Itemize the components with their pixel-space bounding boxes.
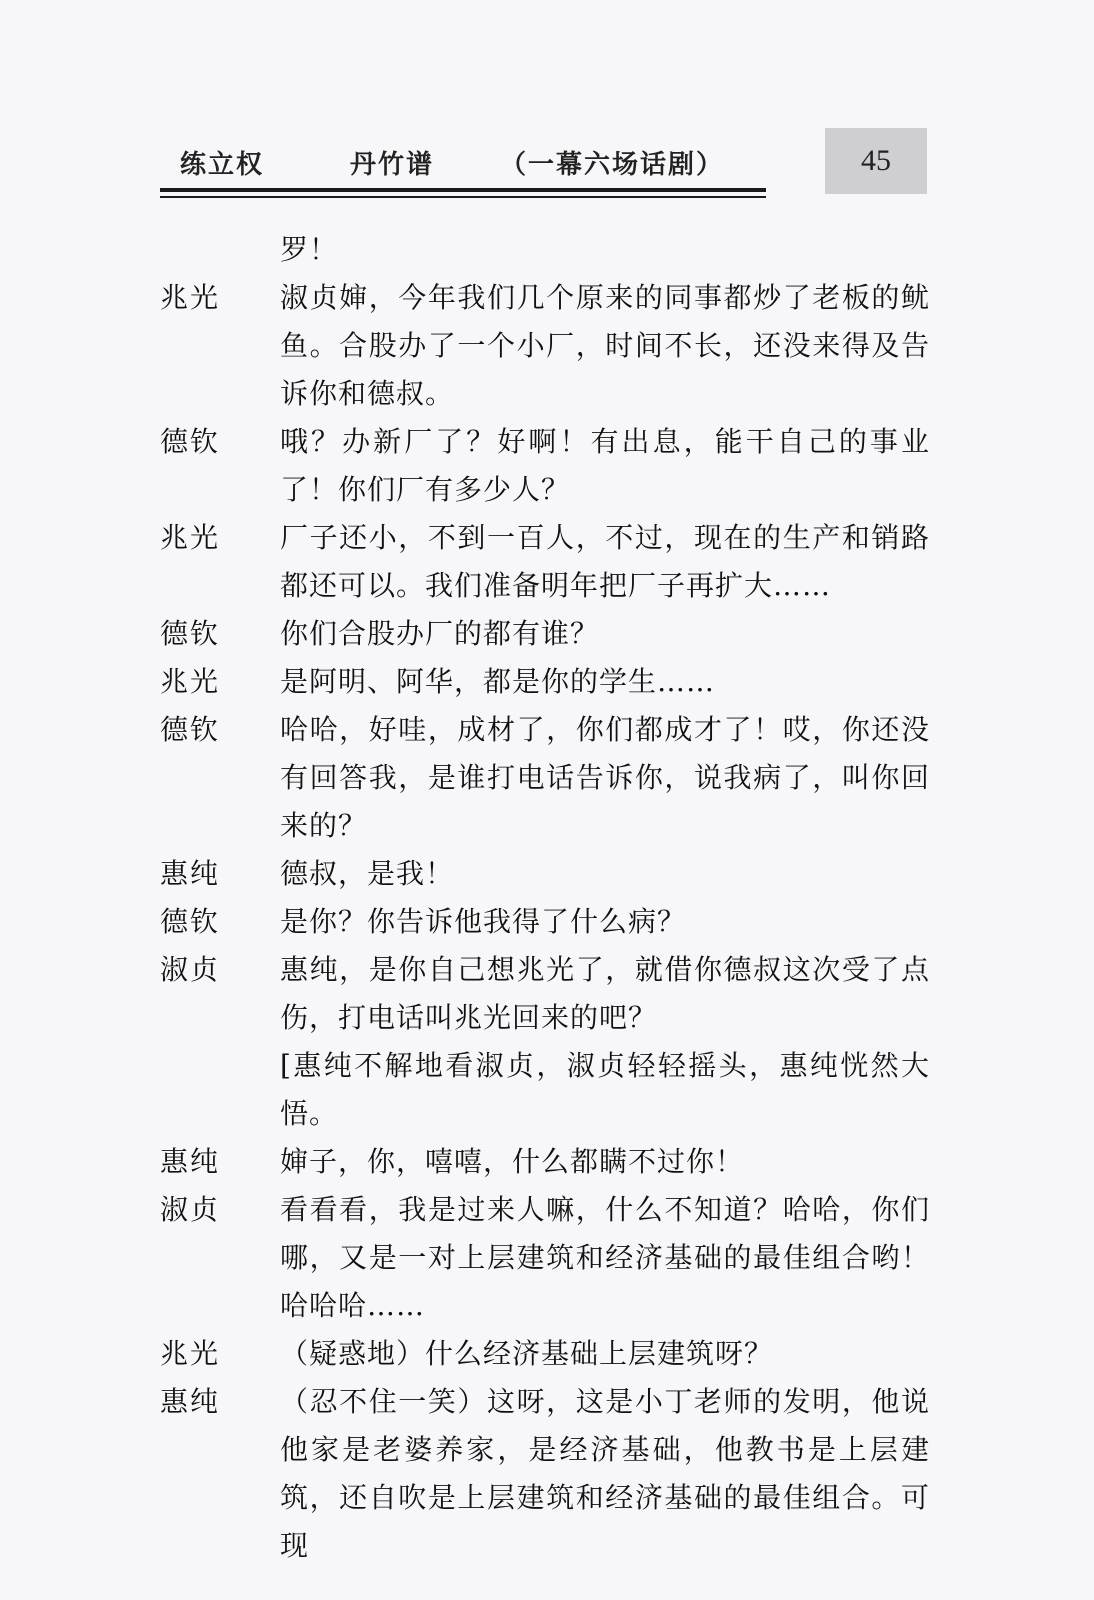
speaker-name: 惠纯: [160, 1145, 221, 1178]
dialogue-line: [160, 658, 930, 706]
page-number-box: [825, 128, 927, 194]
stage-direction-line: [160, 1042, 930, 1138]
speaker-name: 德钦: [160, 425, 221, 458]
header-genre: （一幕六场话剧）: [500, 150, 725, 180]
header-title: 丹竹谱: [350, 150, 435, 180]
dialogue-line: [160, 1378, 930, 1570]
dialogue-line: [160, 226, 930, 274]
running-header: [160, 140, 770, 180]
dialogue-line: [160, 706, 930, 850]
dialogue-text: 惠纯，是你自己想兆光了，就借你德叔这次受了点伤，打电话叫兆光回来的吧？: [280, 953, 930, 1034]
speaker-name: 德钦: [160, 713, 221, 746]
dialogue-line: [160, 850, 930, 898]
dialogue-line: [160, 274, 930, 418]
dialogue-text: 罗！: [280, 233, 339, 266]
dialogue-line: [160, 418, 930, 514]
header-author: 练立权: [180, 150, 265, 180]
speaker-name: 兆光: [160, 281, 221, 314]
speaker-name: 德钦: [160, 617, 221, 650]
speaker-name: 德钦: [160, 905, 221, 938]
dialogue-text: 你们合股办厂的都有谁？: [280, 617, 600, 650]
speaker-name: 兆光: [160, 1337, 221, 1370]
speaker-name: 惠纯: [160, 1385, 221, 1418]
dialogue-line: [160, 1186, 930, 1330]
dialogue-line: [160, 610, 930, 658]
dialogue-text: 淑贞婶，今年我们几个原来的同事都炒了老板的鱿鱼。合股办了一个小厂，时间不长，还没来得及告诉你和德叔。: [280, 281, 930, 410]
dialogue-text: （忍不住一笑）这呀，这是小丁老师的发明，他说他家是老婆养家，是经济基础，他教书是上层建筑，还自吹是上层建筑和经济基础的最佳组合。可现: [280, 1385, 930, 1562]
speaker-name: 兆光: [160, 521, 221, 554]
dialogue-text: 哈哈，好哇，成材了，你们都成才了！哎，你还没有回答我，是谁打电话告诉你，说我病了，叫你回来的？: [280, 713, 930, 842]
dialogue-text: 是阿明、阿华，都是你的学生……: [280, 665, 716, 698]
dialogue-text: 德叔，是我！: [280, 857, 455, 890]
speaker-name: 兆光: [160, 665, 221, 698]
header-rule-thick: [160, 188, 766, 192]
dialogue-text: 看看看，我是过来人嘛，什么不知道？哈哈，你们哪，又是一对上层建筑和经济基础的最佳组合哟！哈哈哈……: [280, 1193, 930, 1322]
dialogue-text: 厂子还小，不到一百人，不过，现在的生产和销路都还可以。我们准备明年把厂子再扩大……: [280, 521, 930, 602]
dialogue-line: [160, 898, 930, 946]
dialogue-line: [160, 514, 930, 610]
dialogue-text: （疑惑地）什么经济基础上层建筑呀？: [280, 1337, 774, 1370]
speaker-name: 淑贞: [160, 1193, 221, 1226]
dialogue-text: 是你？你告诉他我得了什么病？: [280, 905, 687, 938]
dialogue-line: [160, 1138, 930, 1186]
stage-direction-text: [惠纯不解地看淑贞，淑贞轻轻摇头，惠纯恍然大悟。: [280, 1049, 930, 1130]
dialogue-line: [160, 1330, 930, 1378]
dialogue-line: [160, 946, 930, 1042]
speaker-name: 淑贞: [160, 953, 221, 986]
script-body: [160, 226, 930, 1570]
speaker-name: 惠纯: [160, 857, 221, 890]
header-rule-thin: [160, 196, 766, 198]
page-number: 45: [861, 144, 891, 177]
dialogue-text: 哦？办新厂了？好啊！有出息，能干自己的事业了！你们厂有多少人？: [280, 425, 930, 506]
dialogue-text: 婶子，你，嘻嘻，什么都瞒不过你！: [280, 1145, 745, 1178]
